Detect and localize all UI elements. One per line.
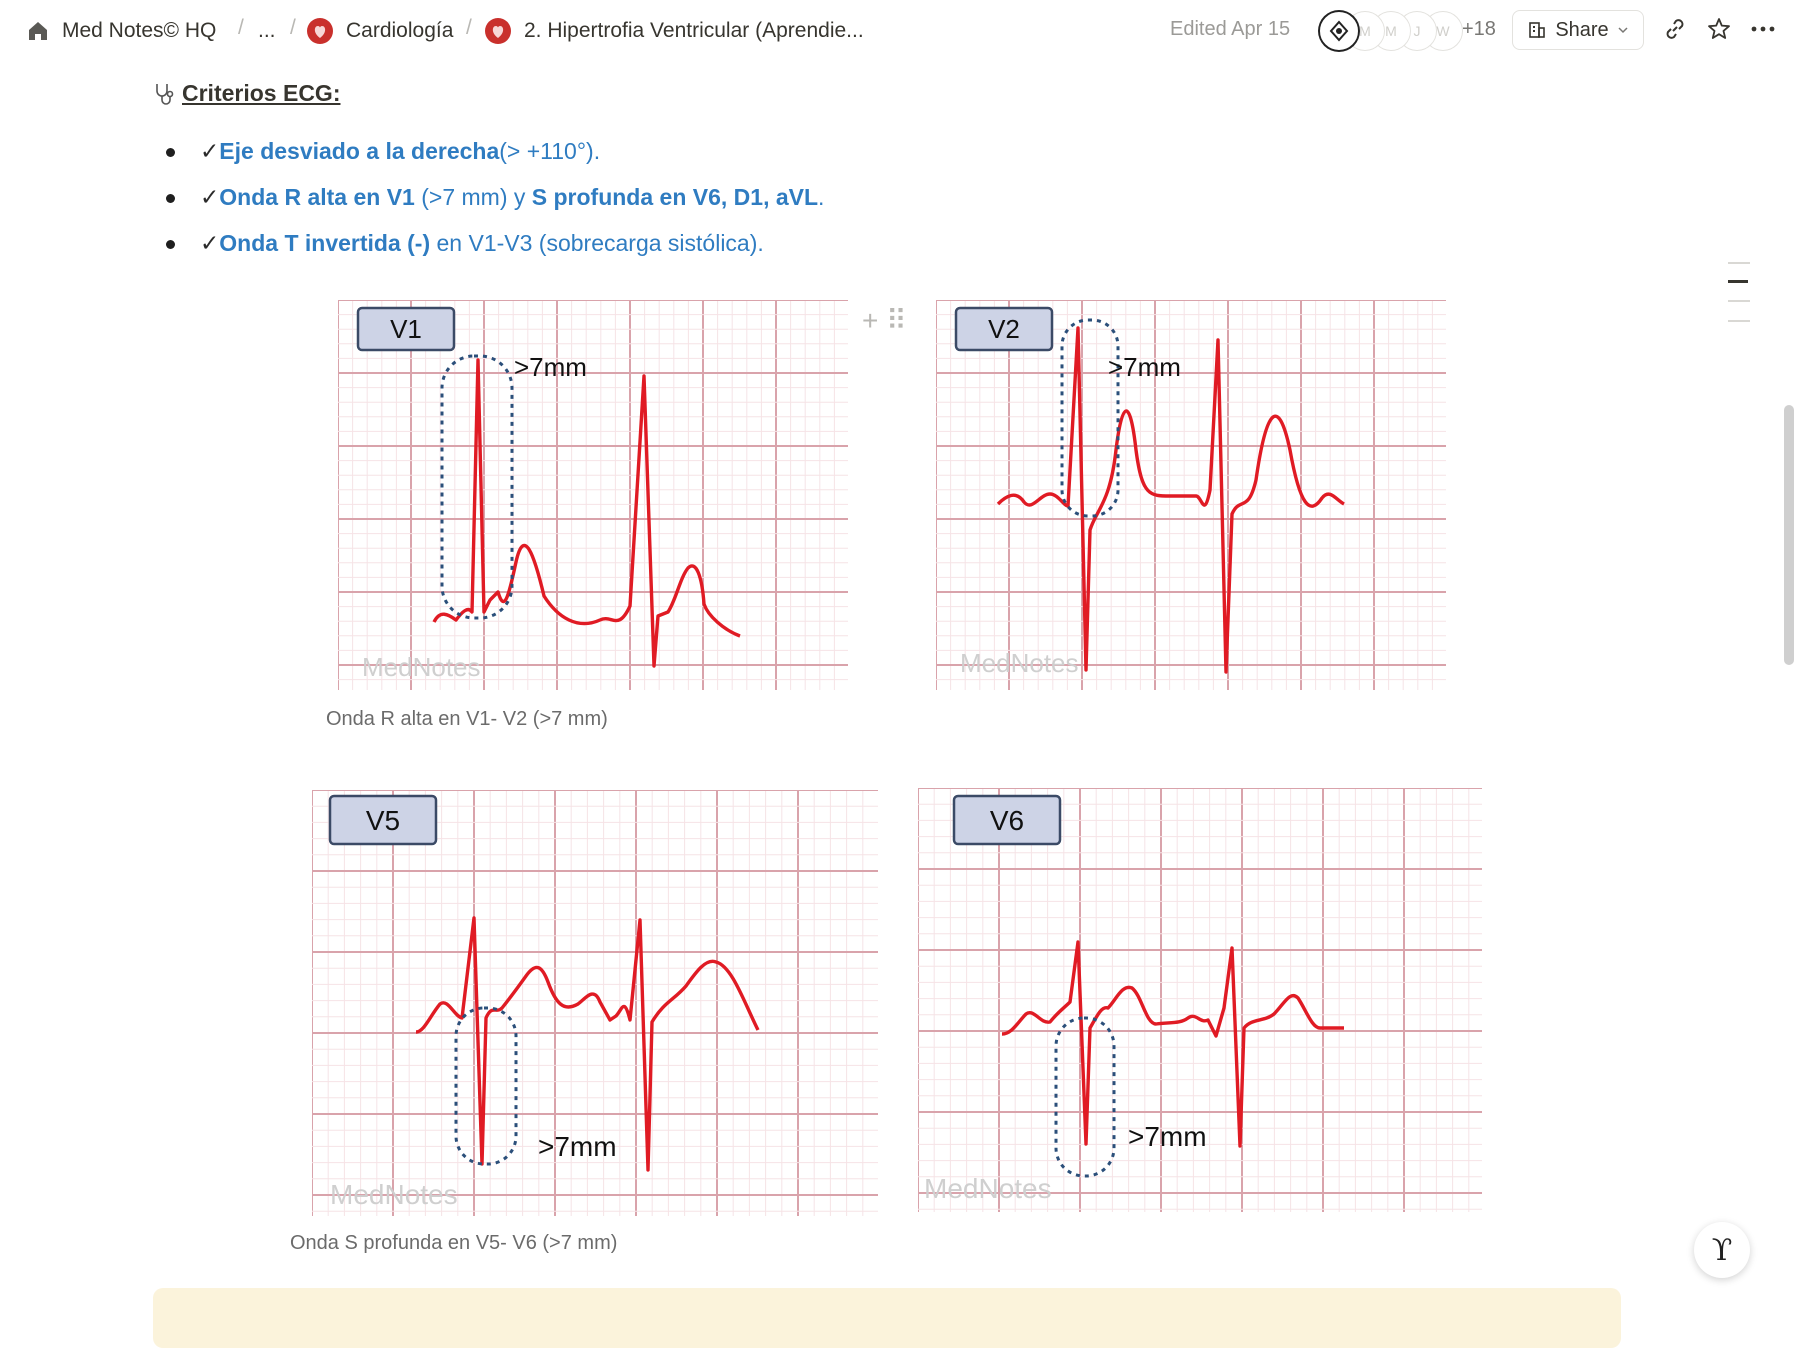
figure-caption: Onda S profunda en V5- V6 (>7 mm) [290, 1232, 618, 1254]
lead-label: V6 [989, 805, 1025, 836]
avatar[interactable] [1320, 12, 1358, 50]
copy-link-button[interactable] [1660, 14, 1690, 44]
breadcrumb-home[interactable] [26, 16, 216, 46]
breadcrumb-label: 2. Hipertrofia Ventricular (Aprendie... [524, 19, 864, 42]
bullet-dot [166, 148, 175, 157]
bullet-dot [166, 194, 175, 203]
list-item [160, 230, 824, 276]
ecg-figure-v1 [338, 300, 848, 690]
favorite-button[interactable] [1704, 14, 1734, 44]
callout-block [153, 1288, 1621, 1348]
breadcrumb-cardiologia[interactable] [306, 16, 453, 46]
figure-caption: Onda R alta en V1- V2 (>7 mm) [326, 708, 608, 730]
ecg-grid [338, 300, 848, 690]
watermark: MedNotes [330, 1179, 458, 1210]
share-label: Share [1555, 18, 1609, 41]
toc-mark-active[interactable] [1728, 280, 1748, 283]
criteria-list [160, 138, 824, 276]
toc-mark[interactable] [1728, 262, 1750, 264]
avatar[interactable]: J [1398, 12, 1436, 50]
breadcrumb-current-page[interactable] [484, 16, 864, 46]
heart-icon [484, 17, 512, 45]
breadcrumb-separator: / [466, 16, 472, 39]
ecg-figure-v5 [312, 790, 878, 1216]
lead-label: V2 [988, 314, 1020, 344]
star-icon [1706, 16, 1732, 42]
breadcrumb-separator: / [238, 16, 244, 39]
breadcrumb-label: Med Notes© HQ [62, 19, 217, 42]
text-run: (> +110°). [499, 138, 601, 164]
bold-run: Eje desviado a la derecha [219, 138, 500, 164]
text-run: (>7 mm) y [414, 184, 532, 210]
ecg-trace [434, 360, 740, 666]
building-icon [1527, 20, 1547, 40]
check-icon: ✓ [200, 230, 220, 256]
more-collaborators-count[interactable]: +18 [1462, 18, 1496, 40]
chevron-down-icon [1617, 24, 1629, 36]
home-icon [26, 19, 50, 43]
bold-run: Onda R alta en V1 [219, 184, 415, 210]
top-bar [0, 0, 1800, 60]
measurement-annotation: >7mm [1128, 1121, 1207, 1152]
text-run: . [818, 184, 825, 210]
criteria-text [219, 230, 764, 256]
criteria-text [219, 138, 600, 164]
breadcrumb-ellipsis[interactable] [258, 16, 276, 46]
section-heading-text: Criterios ECG: [182, 80, 341, 106]
avatar-logo-icon [1327, 19, 1351, 43]
list-item [160, 184, 824, 230]
avatar[interactable]: M [1372, 12, 1410, 50]
bold-run: S profunda en V6, D1, aVL [531, 184, 819, 210]
watermark: MedNotes [924, 1173, 1052, 1204]
bold-run: Onda T invertida (-) [219, 230, 431, 256]
watermark: MedNotes [362, 652, 481, 682]
share-button[interactable] [1512, 10, 1644, 50]
bullet-dot [166, 240, 175, 249]
ai-assistant-icon: ϒ [1711, 1232, 1733, 1268]
watermark: MedNotes [960, 648, 1079, 678]
ecg-figure-v6 [918, 788, 1482, 1212]
toc-mark[interactable] [1728, 320, 1750, 322]
toc-mark[interactable] [1728, 300, 1750, 302]
breadcrumb-separator: / [290, 16, 296, 39]
avatar[interactable]: W [1424, 12, 1462, 50]
link-icon [1662, 16, 1688, 42]
stethoscope-icon [152, 81, 178, 107]
help-button[interactable] [1694, 1222, 1750, 1278]
text-run: en V1-V3 (sobrecarga sistólica). [430, 230, 764, 256]
edited-timestamp[interactable]: Edited Apr 15 [1170, 18, 1291, 40]
measurement-annotation: >7mm [538, 1131, 617, 1162]
ecg-figure-v2 [936, 300, 1446, 690]
check-icon: ✓ [200, 138, 220, 164]
heart-icon [306, 17, 334, 45]
lead-label: V5 [365, 805, 401, 836]
avatar[interactable]: M [1346, 12, 1384, 50]
breadcrumb-label: Cardiología [346, 19, 454, 42]
breadcrumb-label: ... [258, 19, 276, 42]
ecg-trace [1002, 942, 1344, 1146]
block-drag-handle[interactable]: + ⠿ [862, 305, 907, 336]
list-item [160, 138, 824, 184]
measurement-annotation: >7mm [1108, 352, 1181, 382]
lead-label: V1 [390, 314, 422, 344]
more-horizontal-icon [1749, 15, 1777, 43]
more-options-button[interactable] [1748, 14, 1778, 44]
scrollbar-thumb[interactable] [1784, 405, 1794, 665]
criteria-text [219, 184, 824, 210]
section-heading [152, 80, 340, 107]
check-icon: ✓ [200, 184, 220, 210]
measurement-annotation: >7mm [514, 352, 587, 382]
